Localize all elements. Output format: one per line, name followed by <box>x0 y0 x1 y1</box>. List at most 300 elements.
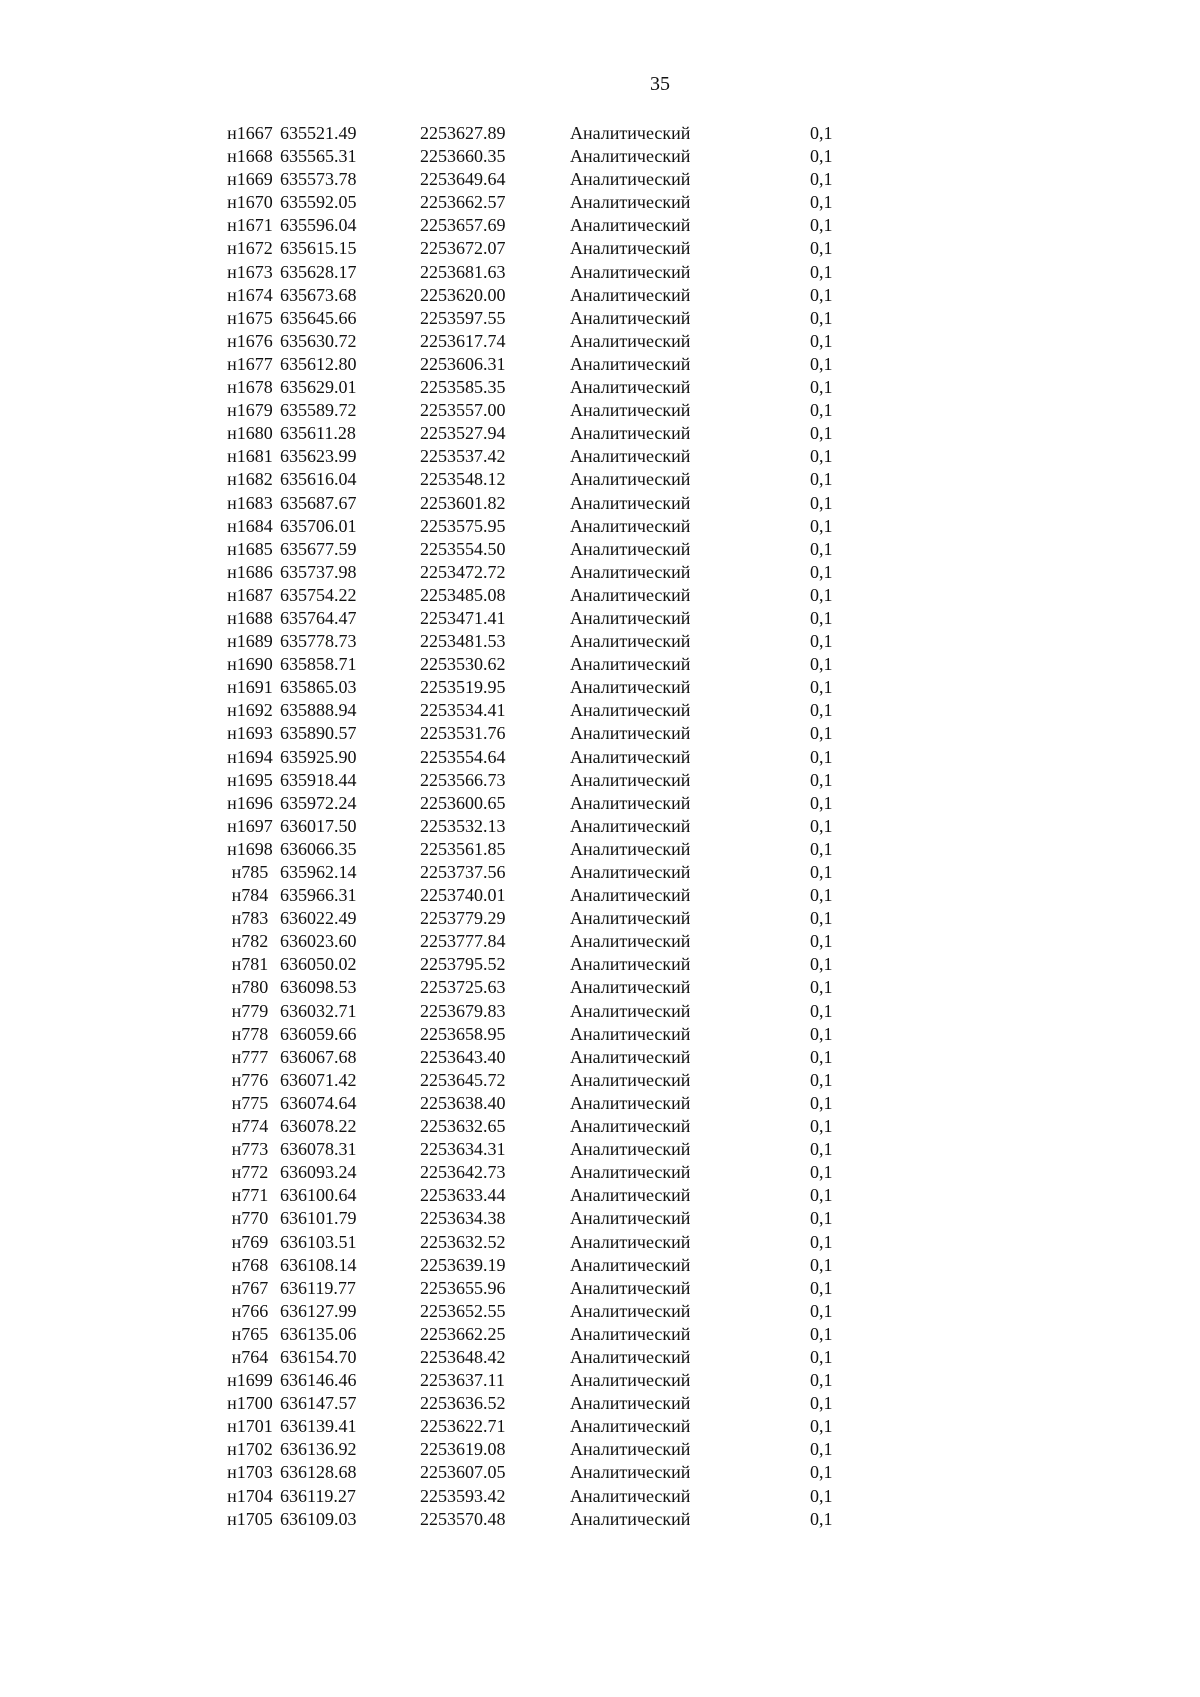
accuracy-cell: 0,1 <box>810 1508 833 1529</box>
point-id-cell: н783 <box>231 908 269 929</box>
point-id-cell: н781 <box>231 954 269 975</box>
y-coordinate-cell: 2253795.52 <box>420 954 506 975</box>
point-id-cell-wrapper <box>0 122 280 145</box>
method-cell: Аналитический <box>570 677 691 698</box>
table-row <box>0 376 870 399</box>
x-coordinate-cell: 635754.22 <box>280 584 357 605</box>
table-row <box>0 699 870 722</box>
point-id-cell-wrapper <box>0 976 280 999</box>
point-id-cell: н1698 <box>227 838 273 859</box>
accuracy-cell: 0,1 <box>810 607 833 628</box>
y-coordinate-cell: 2253725.63 <box>420 977 506 998</box>
accuracy-cell: 0,1 <box>810 1346 833 1367</box>
method-cell: Аналитический <box>570 146 691 167</box>
accuracy-cell: 0,1 <box>810 1185 833 1206</box>
table-row <box>0 676 870 699</box>
method-cell: Аналитический <box>570 284 691 305</box>
point-id-cell: н1692 <box>227 700 273 721</box>
point-id-cell: н780 <box>231 977 269 998</box>
y-coordinate-cell: 2253619.08 <box>420 1439 506 1460</box>
accuracy-cell: 0,1 <box>810 353 833 374</box>
x-coordinate-cell: 635972.24 <box>280 792 357 813</box>
table-row <box>0 1415 870 1438</box>
method-cell: Аналитический <box>570 792 691 813</box>
accuracy-cell: 0,1 <box>810 169 833 190</box>
accuracy-cell: 0,1 <box>810 954 833 975</box>
y-coordinate-cell: 2253638.40 <box>420 1092 506 1113</box>
accuracy-cell: 0,1 <box>810 1393 833 1414</box>
y-coordinate-cell: 2253632.65 <box>420 1116 506 1137</box>
accuracy-cell: 0,1 <box>810 1208 833 1229</box>
x-coordinate-cell: 635706.01 <box>280 515 357 536</box>
point-id-cell-wrapper <box>0 722 280 745</box>
y-coordinate-cell: 2253534.41 <box>420 700 506 721</box>
point-id-cell: н1679 <box>227 400 273 421</box>
accuracy-cell: 0,1 <box>810 908 833 929</box>
point-id-cell-wrapper <box>0 237 280 260</box>
method-cell: Аналитический <box>570 1393 691 1414</box>
point-id-cell: н1686 <box>227 561 273 582</box>
point-id-cell-wrapper <box>0 1392 280 1415</box>
point-id-cell: н1676 <box>227 330 273 351</box>
point-id-cell-wrapper <box>0 1346 280 1369</box>
point-id-cell-wrapper <box>0 653 280 676</box>
accuracy-cell: 0,1 <box>810 885 833 906</box>
point-id-cell: н1681 <box>227 446 273 467</box>
coordinates-table <box>0 122 870 1531</box>
table-row <box>0 1277 870 1300</box>
y-coordinate-cell: 2253634.38 <box>420 1208 506 1229</box>
method-cell: Аналитический <box>570 746 691 767</box>
accuracy-cell: 0,1 <box>810 123 833 143</box>
method-cell: Аналитический <box>570 123 691 143</box>
point-id-cell: н771 <box>231 1185 269 1206</box>
y-coordinate-cell: 2253566.73 <box>420 769 506 790</box>
x-coordinate-cell: 635616.04 <box>280 469 357 490</box>
accuracy-cell: 0,1 <box>810 330 833 351</box>
method-cell: Аналитический <box>570 1046 691 1067</box>
table-row <box>0 607 870 630</box>
x-coordinate-cell: 636100.64 <box>280 1185 357 1206</box>
table-row <box>0 976 870 999</box>
accuracy-cell: 0,1 <box>810 1231 833 1252</box>
table-row <box>0 907 870 930</box>
point-id-cell-wrapper <box>0 1254 280 1277</box>
y-coordinate-cell: 2253471.41 <box>420 607 506 628</box>
table-row <box>0 307 870 330</box>
y-coordinate-cell: 2253679.83 <box>420 1000 506 1021</box>
point-id-cell: н1696 <box>227 792 273 813</box>
method-cell: Аналитический <box>570 330 691 351</box>
method-cell: Аналитический <box>570 353 691 374</box>
y-coordinate-cell: 2253662.57 <box>420 192 506 213</box>
x-coordinate-cell: 635630.72 <box>280 330 357 351</box>
accuracy-cell: 0,1 <box>810 654 833 675</box>
x-coordinate-cell: 635629.01 <box>280 377 357 398</box>
point-id-cell-wrapper <box>0 907 280 930</box>
table-row <box>0 261 870 284</box>
y-coordinate-cell: 2253485.08 <box>420 584 506 605</box>
table-row <box>0 1115 870 1138</box>
y-coordinate-cell: 2253531.76 <box>420 723 506 744</box>
x-coordinate-cell: 635612.80 <box>280 353 357 374</box>
method-cell: Аналитический <box>570 977 691 998</box>
point-id-cell-wrapper <box>0 1323 280 1346</box>
point-id-cell: н1682 <box>227 469 273 490</box>
x-coordinate-cell: 635628.17 <box>280 261 357 282</box>
point-id-cell-wrapper <box>0 353 280 376</box>
table-row <box>0 1323 870 1346</box>
table-row <box>0 746 870 769</box>
y-coordinate-cell: 2253648.42 <box>420 1346 506 1367</box>
coordinates-table-body <box>0 122 870 1531</box>
x-coordinate-cell: 636059.66 <box>280 1023 357 1044</box>
x-coordinate-cell: 636022.49 <box>280 908 357 929</box>
accuracy-cell: 0,1 <box>810 815 833 836</box>
x-coordinate-cell: 636023.60 <box>280 931 357 952</box>
x-coordinate-cell: 635918.44 <box>280 769 357 790</box>
accuracy-cell: 0,1 <box>810 284 833 305</box>
point-id-cell: н776 <box>231 1069 269 1090</box>
point-id-cell-wrapper <box>0 1046 280 1069</box>
x-coordinate-cell: 636101.79 <box>280 1208 357 1229</box>
accuracy-cell: 0,1 <box>810 238 833 259</box>
table-row <box>0 769 870 792</box>
accuracy-cell: 0,1 <box>810 723 833 744</box>
accuracy-cell: 0,1 <box>810 538 833 559</box>
point-id-cell-wrapper <box>0 1092 280 1115</box>
y-coordinate-cell: 2253639.19 <box>420 1254 506 1275</box>
point-id-cell: н772 <box>231 1162 269 1183</box>
x-coordinate-cell: 636071.42 <box>280 1069 357 1090</box>
table-row <box>0 399 870 422</box>
point-id-cell-wrapper <box>0 1207 280 1230</box>
table-row <box>0 1254 870 1277</box>
point-id-cell: н1688 <box>227 607 273 628</box>
table-row <box>0 538 870 561</box>
x-coordinate-cell: 635521.49 <box>280 123 357 143</box>
accuracy-cell: 0,1 <box>810 1162 833 1183</box>
method-cell: Аналитический <box>570 1323 691 1344</box>
point-id-cell: н1690 <box>227 654 273 675</box>
table-row <box>0 1161 870 1184</box>
y-coordinate-cell: 2253530.62 <box>420 654 506 675</box>
x-coordinate-cell: 635966.31 <box>280 885 357 906</box>
method-cell: Аналитический <box>570 377 691 398</box>
y-coordinate-cell: 2253637.11 <box>420 1370 505 1391</box>
accuracy-cell: 0,1 <box>810 792 833 813</box>
method-cell: Аналитический <box>570 261 691 282</box>
point-id-cell: н767 <box>231 1277 269 1298</box>
y-coordinate-cell: 2253481.53 <box>420 631 506 652</box>
x-coordinate-cell: 635573.78 <box>280 169 357 190</box>
table-row <box>0 284 870 307</box>
accuracy-cell: 0,1 <box>810 1023 833 1044</box>
point-id-cell-wrapper <box>0 1115 280 1138</box>
point-id-cell-wrapper <box>0 630 280 653</box>
accuracy-cell: 0,1 <box>810 1000 833 1021</box>
point-id-cell-wrapper <box>0 1369 280 1392</box>
table-row <box>0 122 870 145</box>
accuracy-cell: 0,1 <box>810 1370 833 1391</box>
accuracy-cell: 0,1 <box>810 1139 833 1160</box>
method-cell: Аналитический <box>570 931 691 952</box>
accuracy-cell: 0,1 <box>810 400 833 421</box>
y-coordinate-cell: 2253561.85 <box>420 838 506 859</box>
table-row <box>0 1046 870 1069</box>
y-coordinate-cell: 2253597.55 <box>420 307 506 328</box>
point-id-cell-wrapper <box>0 1438 280 1461</box>
point-id-cell-wrapper <box>0 930 280 953</box>
accuracy-cell: 0,1 <box>810 1254 833 1275</box>
x-coordinate-cell: 636136.92 <box>280 1439 357 1460</box>
table-row <box>0 792 870 815</box>
point-id-cell: н1673 <box>227 261 273 282</box>
table-row <box>0 1369 870 1392</box>
y-coordinate-cell: 2253737.56 <box>420 862 506 882</box>
point-id-cell: н1667 <box>227 123 273 143</box>
y-coordinate-cell: 2253600.65 <box>420 792 506 813</box>
table-row <box>0 653 870 676</box>
method-cell: Аналитический <box>570 1208 691 1229</box>
point-id-cell: н1672 <box>227 238 273 259</box>
x-coordinate-cell: 635677.59 <box>280 538 357 559</box>
y-coordinate-cell: 2253606.31 <box>420 353 506 374</box>
point-id-cell: н1700 <box>227 1393 273 1414</box>
point-id-cell: н1687 <box>227 584 273 605</box>
accuracy-cell: 0,1 <box>810 584 833 605</box>
method-cell: Аналитический <box>570 423 691 444</box>
point-id-cell-wrapper <box>0 191 280 214</box>
x-coordinate-cell: 635865.03 <box>280 677 357 698</box>
point-id-cell-wrapper <box>0 1000 280 1023</box>
accuracy-cell: 0,1 <box>810 1439 833 1460</box>
point-id-cell-wrapper <box>0 792 280 815</box>
method-cell: Аналитический <box>570 169 691 190</box>
point-id-cell-wrapper <box>0 746 280 769</box>
method-cell: Аналитический <box>570 1277 691 1298</box>
method-cell: Аналитический <box>570 862 691 882</box>
table-row <box>0 1069 870 1092</box>
y-coordinate-cell: 2253655.96 <box>420 1277 506 1298</box>
x-coordinate-cell: 636119.77 <box>280 1277 356 1298</box>
y-coordinate-cell: 2253633.44 <box>420 1185 506 1206</box>
table-row <box>0 1438 870 1461</box>
point-id-cell: н766 <box>231 1300 269 1321</box>
x-coordinate-cell: 635565.31 <box>280 146 357 167</box>
x-coordinate-cell: 636119.27 <box>280 1485 356 1506</box>
method-cell: Аналитический <box>570 561 691 582</box>
accuracy-cell: 0,1 <box>810 1069 833 1090</box>
accuracy-cell: 0,1 <box>810 977 833 998</box>
x-coordinate-cell: 635687.67 <box>280 492 357 513</box>
y-coordinate-cell: 2253634.31 <box>420 1139 506 1160</box>
table-row <box>0 1392 870 1415</box>
point-id-cell: н1670 <box>227 192 273 213</box>
accuracy-cell: 0,1 <box>810 146 833 167</box>
table-row <box>0 861 870 884</box>
x-coordinate-cell: 635764.47 <box>280 607 357 628</box>
point-id-cell-wrapper <box>0 330 280 353</box>
method-cell: Аналитический <box>570 954 691 975</box>
y-coordinate-cell: 2253472.72 <box>420 561 506 582</box>
point-id-cell-wrapper <box>0 1023 280 1046</box>
accuracy-cell: 0,1 <box>810 769 833 790</box>
x-coordinate-cell: 635673.68 <box>280 284 357 305</box>
point-id-cell-wrapper <box>0 1184 280 1207</box>
accuracy-cell: 0,1 <box>810 1416 833 1437</box>
x-coordinate-cell: 636127.99 <box>280 1300 357 1321</box>
point-id-cell-wrapper <box>0 884 280 907</box>
table-row <box>0 953 870 976</box>
y-coordinate-cell: 2253617.74 <box>420 330 506 351</box>
point-id-cell: н1669 <box>227 169 273 190</box>
y-coordinate-cell: 2253657.69 <box>420 215 506 236</box>
method-cell: Аналитический <box>570 908 691 929</box>
accuracy-cell: 0,1 <box>810 1092 833 1113</box>
y-coordinate-cell: 2253642.73 <box>420 1162 506 1183</box>
table-row <box>0 191 870 214</box>
table-row <box>0 492 870 515</box>
accuracy-cell: 0,1 <box>810 677 833 698</box>
y-coordinate-cell: 2253527.94 <box>420 423 506 444</box>
x-coordinate-cell: 636109.03 <box>280 1508 357 1529</box>
method-cell: Аналитический <box>570 885 691 906</box>
point-id-cell-wrapper <box>0 953 280 976</box>
y-coordinate-cell: 2253519.95 <box>420 677 506 698</box>
point-id-cell: н785 <box>231 862 269 882</box>
point-id-cell: н773 <box>231 1139 269 1160</box>
method-cell: Аналитический <box>570 238 691 259</box>
method-cell: Аналитический <box>570 1346 691 1367</box>
accuracy-cell: 0,1 <box>810 631 833 652</box>
point-id-cell-wrapper <box>0 145 280 168</box>
y-coordinate-cell: 2253620.00 <box>420 284 506 305</box>
x-coordinate-cell: 636078.31 <box>280 1139 357 1160</box>
accuracy-cell: 0,1 <box>810 1462 833 1483</box>
method-cell: Аналитический <box>570 654 691 675</box>
x-coordinate-cell: 635890.57 <box>280 723 357 744</box>
y-coordinate-cell: 2253554.64 <box>420 746 506 767</box>
point-id-cell: н1680 <box>227 423 273 444</box>
point-id-cell: н764 <box>231 1346 269 1367</box>
point-id-cell: н1691 <box>227 677 273 698</box>
point-id-cell: н1668 <box>227 146 273 167</box>
point-id-cell-wrapper <box>0 861 280 884</box>
point-id-cell: н1694 <box>227 746 273 767</box>
point-id-cell: н1697 <box>227 815 273 836</box>
accuracy-cell: 0,1 <box>810 215 833 236</box>
point-id-cell-wrapper <box>0 838 280 861</box>
y-coordinate-cell: 2253652.55 <box>420 1300 506 1321</box>
x-coordinate-cell: 635858.71 <box>280 654 357 675</box>
method-cell: Аналитический <box>570 723 691 744</box>
method-cell: Аналитический <box>570 1023 691 1044</box>
point-id-cell: н768 <box>231 1254 269 1275</box>
table-row <box>0 722 870 745</box>
method-cell: Аналитический <box>570 1139 691 1160</box>
table-row <box>0 930 870 953</box>
method-cell: Аналитический <box>570 446 691 467</box>
accuracy-cell: 0,1 <box>810 931 833 952</box>
y-coordinate-cell: 2253779.29 <box>420 908 506 929</box>
accuracy-cell: 0,1 <box>810 700 833 721</box>
method-cell: Аналитический <box>570 1254 691 1275</box>
point-id-cell: н1683 <box>227 492 273 513</box>
table-row <box>0 445 870 468</box>
table-row <box>0 1207 870 1230</box>
point-id-cell: н769 <box>231 1231 269 1252</box>
method-cell: Аналитический <box>570 215 691 236</box>
point-id-cell-wrapper <box>0 1138 280 1161</box>
method-cell: Аналитический <box>570 1416 691 1437</box>
y-coordinate-cell: 2253532.13 <box>420 815 506 836</box>
table-row <box>0 237 870 260</box>
point-id-cell-wrapper <box>0 1415 280 1438</box>
method-cell: Аналитический <box>570 307 691 328</box>
table-row <box>0 168 870 191</box>
table-row <box>0 1138 870 1161</box>
y-coordinate-cell: 2253681.63 <box>420 261 506 282</box>
y-coordinate-cell: 2253607.05 <box>420 1462 506 1483</box>
table-row <box>0 330 870 353</box>
accuracy-cell: 0,1 <box>810 446 833 467</box>
table-row <box>0 468 870 491</box>
y-coordinate-cell: 2253557.00 <box>420 400 506 421</box>
method-cell: Аналитический <box>570 1439 691 1460</box>
x-coordinate-cell: 635623.99 <box>280 446 357 467</box>
point-id-cell-wrapper <box>0 699 280 722</box>
table-row <box>0 1231 870 1254</box>
accuracy-cell: 0,1 <box>810 862 833 882</box>
y-coordinate-cell: 2253632.52 <box>420 1231 506 1252</box>
method-cell: Аналитический <box>570 1000 691 1021</box>
y-coordinate-cell: 2253649.64 <box>420 169 506 190</box>
point-id-cell-wrapper <box>0 445 280 468</box>
table-row <box>0 815 870 838</box>
table-row <box>0 422 870 445</box>
method-cell: Аналитический <box>570 492 691 513</box>
point-id-cell: н765 <box>231 1323 269 1344</box>
y-coordinate-cell: 2253575.95 <box>420 515 506 536</box>
table-row <box>0 1485 870 1508</box>
y-coordinate-cell: 2253548.12 <box>420 469 506 490</box>
y-coordinate-cell: 2253601.82 <box>420 492 506 513</box>
point-id-cell-wrapper <box>0 561 280 584</box>
point-id-cell-wrapper <box>0 815 280 838</box>
point-id-cell: н1699 <box>227 1370 273 1391</box>
point-id-cell: н1689 <box>227 631 273 652</box>
y-coordinate-cell: 2253740.01 <box>420 885 506 906</box>
accuracy-cell: 0,1 <box>810 307 833 328</box>
y-coordinate-cell: 2253662.25 <box>420 1323 506 1344</box>
point-id-cell: н774 <box>231 1116 269 1137</box>
method-cell: Аналитический <box>570 1462 691 1483</box>
accuracy-cell: 0,1 <box>810 469 833 490</box>
table-row <box>0 214 870 237</box>
y-coordinate-cell: 2253660.35 <box>420 146 506 167</box>
x-coordinate-cell: 635596.04 <box>280 215 357 236</box>
y-coordinate-cell: 2253570.48 <box>420 1508 506 1529</box>
y-coordinate-cell: 2253593.42 <box>420 1485 506 1506</box>
accuracy-cell: 0,1 <box>810 1046 833 1067</box>
point-id-cell-wrapper <box>0 1461 280 1484</box>
accuracy-cell: 0,1 <box>810 423 833 444</box>
method-cell: Аналитический <box>570 607 691 628</box>
table-row <box>0 1184 870 1207</box>
method-cell: Аналитический <box>570 1116 691 1137</box>
x-coordinate-cell: 635888.94 <box>280 700 357 721</box>
